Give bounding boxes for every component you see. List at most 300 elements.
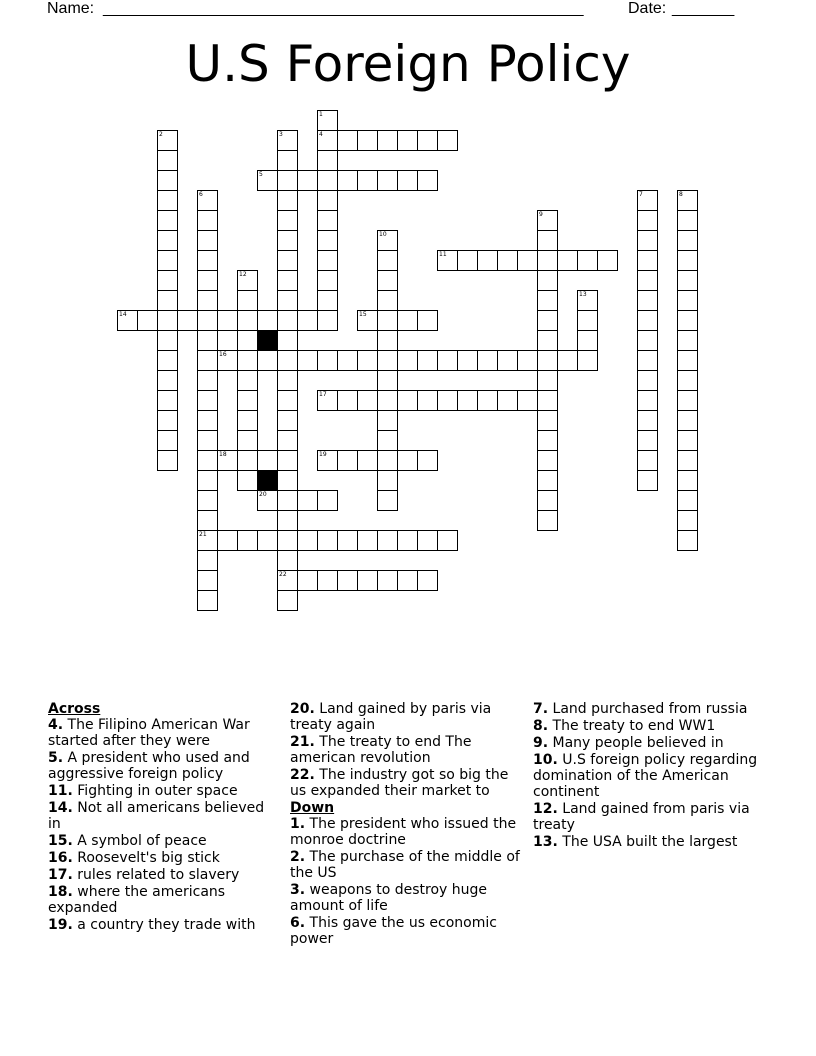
crossword-cell[interactable] [217,530,238,551]
crossword-cell[interactable] [237,450,258,471]
crossword-cell[interactable] [677,470,698,491]
crossword-cell[interactable] [637,430,658,451]
crossword-cell[interactable] [157,330,178,351]
clue-number: 1. [290,816,306,832]
crossword-cell[interactable] [317,530,338,551]
crossword-cell[interactable] [317,310,338,331]
crossword-cell[interactable] [677,410,698,431]
cell-number: 14 [119,311,127,318]
crossword-cell[interactable] [377,310,398,331]
crossword-cell[interactable] [677,530,698,551]
crossword-cell[interactable] [297,570,318,591]
crossword-cell[interactable] [277,390,298,411]
crossword-cell[interactable] [277,150,298,171]
crossword-cell[interactable] [577,330,598,351]
crossword-cell[interactable] [197,470,218,491]
crossword-cell[interactable] [317,150,338,171]
crossword-cell[interactable] [277,190,298,211]
crossword-cell[interactable] [197,210,218,231]
cell-number: 17 [319,391,327,398]
crossword-cell[interactable] [157,430,178,451]
crossword-cell[interactable] [377,410,398,431]
crossword-cell[interactable] [197,490,218,511]
across-clue [48,867,280,883]
crossword-cell[interactable] [157,270,178,291]
crossword-cell[interactable] [457,350,478,371]
cell-number: 6 [199,191,203,198]
crossword-cell[interactable] [377,170,398,191]
clue-text: Not all americans believed in [48,800,265,832]
crossword-cell[interactable] [377,430,398,451]
cell-number: 20 [259,491,267,498]
crossword-cell[interactable] [317,450,338,471]
crossword-cell[interactable] [237,370,258,391]
crossword-cell[interactable] [377,130,398,151]
puzzle-title: U.S Foreign Policy [185,35,631,93]
crossword-cell[interactable] [357,350,378,371]
crossword-cell[interactable] [677,250,698,271]
crossword-cell[interactable] [457,250,478,271]
crossword-cell[interactable] [417,450,438,471]
cell-number: 11 [439,251,447,258]
crossword-cell[interactable] [277,230,298,251]
clue-number: 7. [533,701,549,717]
crossword-cell[interactable] [637,390,658,411]
crossword-cell[interactable] [517,350,538,371]
crossword-cell[interactable] [197,290,218,311]
crossword-cell[interactable] [197,530,218,551]
clue-text: The purchase of the middle of the US [290,849,520,881]
crossword-cell[interactable] [217,310,238,331]
crossword-cell[interactable] [317,290,338,311]
crossword-cell[interactable] [677,390,698,411]
cell-number: 21 [199,531,207,538]
clue-number: 9. [533,735,549,751]
crossword-cell[interactable] [677,510,698,531]
crossword-cell[interactable] [477,390,498,411]
crossword-cell[interactable] [357,530,378,551]
crossword-cell[interactable] [357,130,378,151]
crossword-cell[interactable] [257,450,278,471]
crossword-cell[interactable] [397,170,418,191]
crossword-cell[interactable] [277,370,298,391]
crossword-cell[interactable] [377,230,398,251]
down-clue [533,801,765,833]
date-field-line[interactable]: _______ [672,0,735,17]
down-heading: Down [290,800,335,816]
crossword-cell[interactable] [537,370,558,391]
crossword-cell[interactable] [477,250,498,271]
crossword-cell[interactable] [337,530,358,551]
crossword-cell[interactable] [397,350,418,371]
crossword-cell[interactable] [277,450,298,471]
crossword-cell[interactable] [417,310,438,331]
crossword-cell[interactable] [337,170,358,191]
crossword-cell[interactable] [397,390,418,411]
crossword-cell[interactable] [197,570,218,591]
crossword-cell[interactable] [377,270,398,291]
crossword-cell[interactable] [157,450,178,471]
crossword-cell[interactable] [157,250,178,271]
crossword-cell[interactable] [277,570,298,591]
cell-number: 22 [279,571,287,578]
crossword-cell[interactable] [677,290,698,311]
crossword-cell[interactable] [597,250,618,271]
crossword-cell[interactable] [637,350,658,371]
crossword-cell[interactable] [497,350,518,371]
crossword-cell[interactable] [197,430,218,451]
crossword-cell[interactable] [397,310,418,331]
crossword-cell[interactable] [537,510,558,531]
crossword-cell[interactable] [557,350,578,371]
crossword-cell[interactable] [677,490,698,511]
crossword-cell[interactable] [157,170,178,191]
crossword-cell[interactable] [417,350,438,371]
crossword-cell[interactable] [237,530,258,551]
crossword-cell[interactable] [277,510,298,531]
name-field-line[interactable]: ______________________________________________________ [103,0,584,17]
clue-text: Land gained from paris via treaty [533,801,750,833]
cell-number: 1 [319,111,323,118]
crossword-cell[interactable] [377,350,398,371]
cell-number: 4 [319,131,323,138]
crossword-cell[interactable] [437,350,458,371]
clues-column-3 [533,701,765,851]
crossword-cell[interactable] [317,350,338,371]
cell-number: 16 [219,351,227,358]
crossword-cell[interactable] [637,210,658,231]
across-clue [290,701,522,733]
crossword-cell[interactable] [157,310,178,331]
clues-column-2 [290,701,522,948]
crossword-cell[interactable] [317,110,338,131]
crossword-cell[interactable] [537,470,558,491]
crossword-cell[interactable] [277,310,298,331]
crossword-cell[interactable] [197,250,218,271]
crossword-cell[interactable] [637,450,658,471]
crossword-cell[interactable] [137,310,158,331]
crossword-cell[interactable] [337,390,358,411]
down-clue [533,735,765,751]
crossword-cell[interactable] [357,570,378,591]
crossword-cell[interactable] [317,250,338,271]
cell-number: 10 [379,231,387,238]
across-clue [48,917,280,933]
crossword-cell[interactable] [257,490,278,511]
crossword-cell[interactable] [317,270,338,291]
crossword-cell[interactable] [277,210,298,231]
cell-number: 8 [679,191,683,198]
crossword-cell[interactable] [637,470,658,491]
crossword-cell[interactable] [497,390,518,411]
crossword-cell[interactable] [317,210,338,231]
crossword-cell[interactable] [317,570,338,591]
crossword-cell[interactable] [637,190,658,211]
crossword-cell[interactable] [337,130,358,151]
name-label: Name: [47,0,95,17]
crossword-cell[interactable] [377,250,398,271]
crossword-cell[interactable] [637,290,658,311]
across-clue [48,850,280,866]
crossword-cell[interactable] [237,270,258,291]
crossword-cell[interactable] [277,590,298,611]
crossword-cell[interactable] [637,310,658,331]
crossword-cell[interactable] [357,170,378,191]
crossword-cell[interactable] [277,430,298,451]
down-clue [533,834,765,850]
crossword-cell[interactable] [317,230,338,251]
crossword-cell[interactable] [677,270,698,291]
crossword-cell[interactable] [637,370,658,391]
clue-number: 2. [290,849,306,865]
crossword-cell[interactable] [257,170,278,191]
crossword-cell[interactable] [537,390,558,411]
crossword-cell[interactable] [157,190,178,211]
crossword-cell[interactable] [377,290,398,311]
crossword-cell[interactable] [537,450,558,471]
crossword-cell[interactable] [197,230,218,251]
crossword-cell[interactable] [157,150,178,171]
crossword-cell[interactable] [377,530,398,551]
crossword-cell[interactable] [377,390,398,411]
crossword-cell[interactable] [157,410,178,431]
crossword-cell[interactable] [197,350,218,371]
crossword-cell[interactable] [677,210,698,231]
crossword-cell[interactable] [317,190,338,211]
crossword-cell[interactable] [417,530,438,551]
crossword-cell[interactable] [277,330,298,351]
crossword-cell[interactable] [377,570,398,591]
crossword-cell[interactable] [237,330,258,351]
crossword-cell[interactable] [637,410,658,431]
crossword-cell[interactable] [377,330,398,351]
crossword-cell[interactable] [277,130,298,151]
crossword-cell[interactable] [357,450,378,471]
clue-text: The USA built the largest [562,834,738,850]
crossword-cell[interactable] [397,570,418,591]
clue-number: 13. [533,834,558,850]
clue-text: Many people believed in [552,735,724,751]
crossword-cell[interactable] [217,350,238,371]
cell-number: 18 [219,451,227,458]
crossword-cell[interactable] [477,350,498,371]
crossword-cell[interactable] [537,430,558,451]
crossword-cell[interactable] [117,310,138,331]
crossword-cell[interactable] [537,490,558,511]
crossword-cell[interactable] [417,570,438,591]
crossword-cell[interactable] [537,230,558,251]
crossword-cell[interactable] [257,530,278,551]
crossword-cell[interactable] [437,250,458,271]
clue-text: U.S foreign policy regarding domination of the American continent [533,752,758,800]
crossword-cell[interactable] [277,270,298,291]
crossword-cell[interactable] [637,270,658,291]
crossword-cell[interactable] [377,370,398,391]
crossword-cell[interactable] [217,450,238,471]
crossword-cell[interactable] [397,450,418,471]
crossword-cell[interactable] [677,190,698,211]
crossword-cell[interactable] [177,310,198,331]
crossword-cell[interactable] [237,290,258,311]
crossword-cell[interactable] [417,170,438,191]
crossword-cell[interactable] [377,450,398,471]
clue-text: A symbol of peace [77,833,207,849]
crossword-cell[interactable] [537,410,558,431]
crossword-cell[interactable] [317,390,338,411]
crossword-cell[interactable] [577,310,598,331]
crossword-cell[interactable] [677,230,698,251]
crossword-cell[interactable] [237,470,258,491]
crossword-cell[interactable] [517,390,538,411]
crossword-cell[interactable] [197,450,218,471]
crossword-cell[interactable] [277,490,298,511]
crossword-cell[interactable] [237,410,258,431]
crossword-cell[interactable] [417,390,438,411]
crossword-cell[interactable] [297,310,318,331]
clue-text: weapons to destroy huge amount of life [290,882,488,914]
crossword-cell[interactable] [537,270,558,291]
crossword-cell[interactable] [277,530,298,551]
crossword-cell[interactable] [677,350,698,371]
crossword-cell[interactable] [257,350,278,371]
crossword-cell[interactable] [297,170,318,191]
clue-text: A president who used and aggressive foreign policy [48,750,250,782]
crossword-cell[interactable] [437,390,458,411]
crossword-cell[interactable] [337,450,358,471]
crossword-cell[interactable] [577,350,598,371]
across-clue [48,717,280,749]
crossword-cell[interactable] [237,310,258,331]
crossword-cell[interactable] [437,130,458,151]
clue-text: where the americans expanded [48,884,226,916]
clue-number: 12. [533,801,558,817]
down-clue [290,882,522,914]
crossword-cell[interactable] [157,130,178,151]
crossword-cell[interactable] [297,490,318,511]
crossword-cell[interactable] [377,470,398,491]
crossword-cell[interactable] [157,230,178,251]
crossword-cell[interactable] [197,330,218,351]
crossword-cell[interactable] [157,350,178,371]
crossword-cell[interactable] [157,370,178,391]
clue-number: 16. [48,850,73,866]
crossword-cell[interactable] [197,190,218,211]
crossword-cell[interactable] [157,290,178,311]
crossword-cell[interactable] [197,390,218,411]
clue-number: 8. [533,718,549,734]
crossword-cell[interactable] [677,430,698,451]
crossword-cell[interactable] [297,530,318,551]
crossword-cell[interactable] [557,250,578,271]
clue-text: Land purchased from russia [552,701,748,717]
clue-number: 18. [48,884,73,900]
crossword-cell[interactable] [277,350,298,371]
crossword-cell[interactable] [677,370,698,391]
crossword-cell[interactable] [637,330,658,351]
crossword-cell[interactable] [397,130,418,151]
clues-column-1 [48,701,280,934]
crossword-cell[interactable] [297,350,318,371]
crossword-cell[interactable] [537,350,558,371]
crossword-cell[interactable] [237,350,258,371]
crossword-cell[interactable] [537,330,558,351]
crossword-cell[interactable] [637,250,658,271]
crossword-cell[interactable] [497,250,518,271]
crossword-cell[interactable] [397,530,418,551]
crossword-cell[interactable] [277,290,298,311]
crossword-cell[interactable] [357,390,378,411]
crossword-cell[interactable] [537,290,558,311]
crossword-cell[interactable] [457,390,478,411]
crossword-cell[interactable] [197,310,218,331]
cell-number: 5 [259,171,263,178]
crossword-cell[interactable] [197,510,218,531]
crossword-cell[interactable] [317,490,338,511]
crossword-cell[interactable] [537,310,558,331]
crossword-cell[interactable] [537,210,558,231]
crossword-cell[interactable] [277,470,298,491]
across-clue [48,884,280,916]
clue-text: rules related to slavery [77,867,240,883]
crossword-cell[interactable] [677,330,698,351]
crossword-cell[interactable] [317,170,338,191]
crossword-cell[interactable] [377,490,398,511]
crossword-cell[interactable] [417,130,438,151]
clue-number: 3. [290,882,306,898]
crossword-cell[interactable] [257,310,278,331]
crossword-cell[interactable] [197,370,218,391]
crossword-cell[interactable] [577,250,598,271]
crossword-cell[interactable] [337,350,358,371]
crossword-cell[interactable] [197,550,218,571]
clue-text: The industry got so big the us expanded their market to [290,767,509,799]
crossword-cell[interactable] [157,390,178,411]
crossword-black-cell [257,330,278,351]
crossword-cell[interactable] [677,450,698,471]
crossword-cell[interactable] [197,270,218,291]
crossword-cell[interactable] [197,590,218,611]
clue-number: 20. [290,701,315,717]
crossword-cell[interactable] [577,290,598,311]
across-clue [290,767,522,799]
across-clue [48,833,280,849]
crossword-black-cell [257,470,278,491]
crossword-cell[interactable] [197,410,218,431]
cell-number: 19 [319,451,327,458]
crossword-cell[interactable] [537,250,558,271]
crossword-cell[interactable] [157,210,178,231]
crossword-cell[interactable] [237,430,258,451]
crossword-cell[interactable] [437,530,458,551]
crossword-cell[interactable] [357,310,378,331]
down-clue [533,752,765,800]
cell-number: 15 [359,311,367,318]
across-heading: Across [48,701,101,717]
clue-text: The treaty to end The american revolution [290,734,472,766]
crossword-cell[interactable] [317,130,338,151]
crossword-cell[interactable] [277,170,298,191]
crossword-cell[interactable] [277,550,298,571]
crossword-cell[interactable] [237,390,258,411]
crossword-cell[interactable] [637,230,658,251]
crossword-cell[interactable] [677,310,698,331]
crossword-cell[interactable] [277,250,298,271]
clue-text: The treaty to end WW1 [552,718,716,734]
crossword-cell[interactable] [277,410,298,431]
crossword-cell[interactable] [337,570,358,591]
across-clue [48,800,280,832]
crossword-cell[interactable] [517,250,538,271]
